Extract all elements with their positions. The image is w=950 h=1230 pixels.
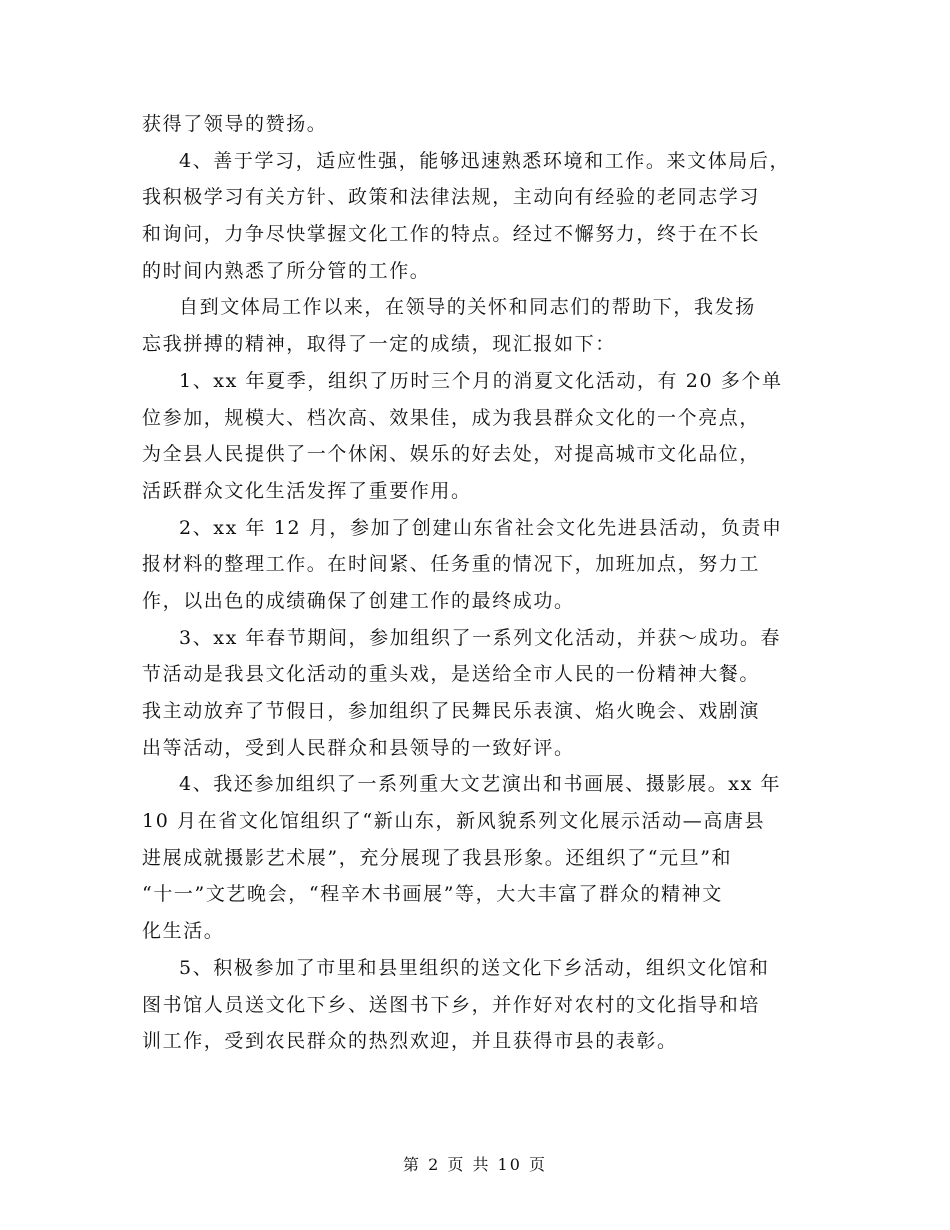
- text-line: 3、xx 年春节期间，参加组织了一系列文化活动，并获～成功。春: [179, 626, 782, 649]
- text-line: 4、我还参加组织了一系列重大文艺演出和书画展、摄影展。xx 年: [179, 773, 782, 796]
- page-number-footer: 第 2 页 共 10 页: [403, 1155, 547, 1174]
- text-line: 我积极学习有关方针、政策和法律法规，主动向有经验的老同志学习: [142, 186, 761, 209]
- text-line: 我主动放弃了节假日，参加组织了民舞民乐表演、焰火晚会、戏剧演: [142, 700, 761, 722]
- text-line: 获得了领导的赞扬。: [142, 113, 328, 135]
- text-line: 化生活。: [142, 920, 225, 943]
- text-line: 4、善于学习，适应性强，能够迅速熟悉环境和工作。来文体局后，: [179, 149, 791, 172]
- text-line: 的时间内熟悉了所分管的工作。: [142, 259, 431, 282]
- text-line: 10 月在省文化馆组织了“新山东，新风貌系列文化展示活动—高唐县: [142, 810, 766, 833]
- text-line: 报材料的整理工作。在时间紧、任务重的情况下，加班加点，努力工: [142, 553, 761, 576]
- text-line: 为全县人民提供了一个休闲、娱乐的好去处，对提高城市文化品位，: [142, 443, 761, 466]
- text-line: “十一”文艺晚会，“程辛木书画展”等，大大丰富了群众的精神文: [142, 883, 723, 906]
- text-line: 2、xx 年 12 月，参加了创建山东省社会文化先进县活动，负责申: [179, 516, 783, 539]
- text-line: 1、xx 年夏季，组织了历时三个月的消夏文化活动，有 20 多个单: [179, 369, 783, 392]
- text-line: 和询问，力争尽快掌握文化工作的特点。经过不懈努力，终于在不长: [142, 223, 761, 246]
- body-text: [142, 106, 832, 1060]
- text-line: 出等活动，受到人民群众和县领导的一致好评。: [142, 736, 575, 759]
- text-line: 活跃群众文化生活发挥了重要作用。: [142, 479, 472, 502]
- text-line: 节活动是我县文化活动的重头戏，是送给全市人民的一份精神大餐。: [142, 663, 761, 686]
- text-line: 图书馆人员送文化下乡、送图书下乡，并作好对农村的文化指导和培: [142, 993, 761, 1016]
- text-line: 位参加，规模大、档次高、效果佳，成为我县群众文化的一个亮点，: [142, 406, 761, 429]
- text-line: 训工作，受到农民群众的热烈欢迎，并且获得市县的表彰。: [142, 1030, 678, 1053]
- text-line: 忘我拼搏的精神，取得了一定的成绩，现汇报如下：: [142, 333, 616, 356]
- text-line: 自到文体局工作以来，在领导的关怀和同志们的帮助下，我发扬: [179, 296, 756, 319]
- text-line: 5、积极参加了市里和县里组织的送文化下乡活动，组织文化馆和: [179, 956, 770, 979]
- text-line: 作，以出色的成绩确保了创建工作的最终成功。: [142, 589, 575, 612]
- text-line: 进展成就摄影艺术展”，充分展现了我县形象。还组织了“元旦”和: [142, 846, 733, 869]
